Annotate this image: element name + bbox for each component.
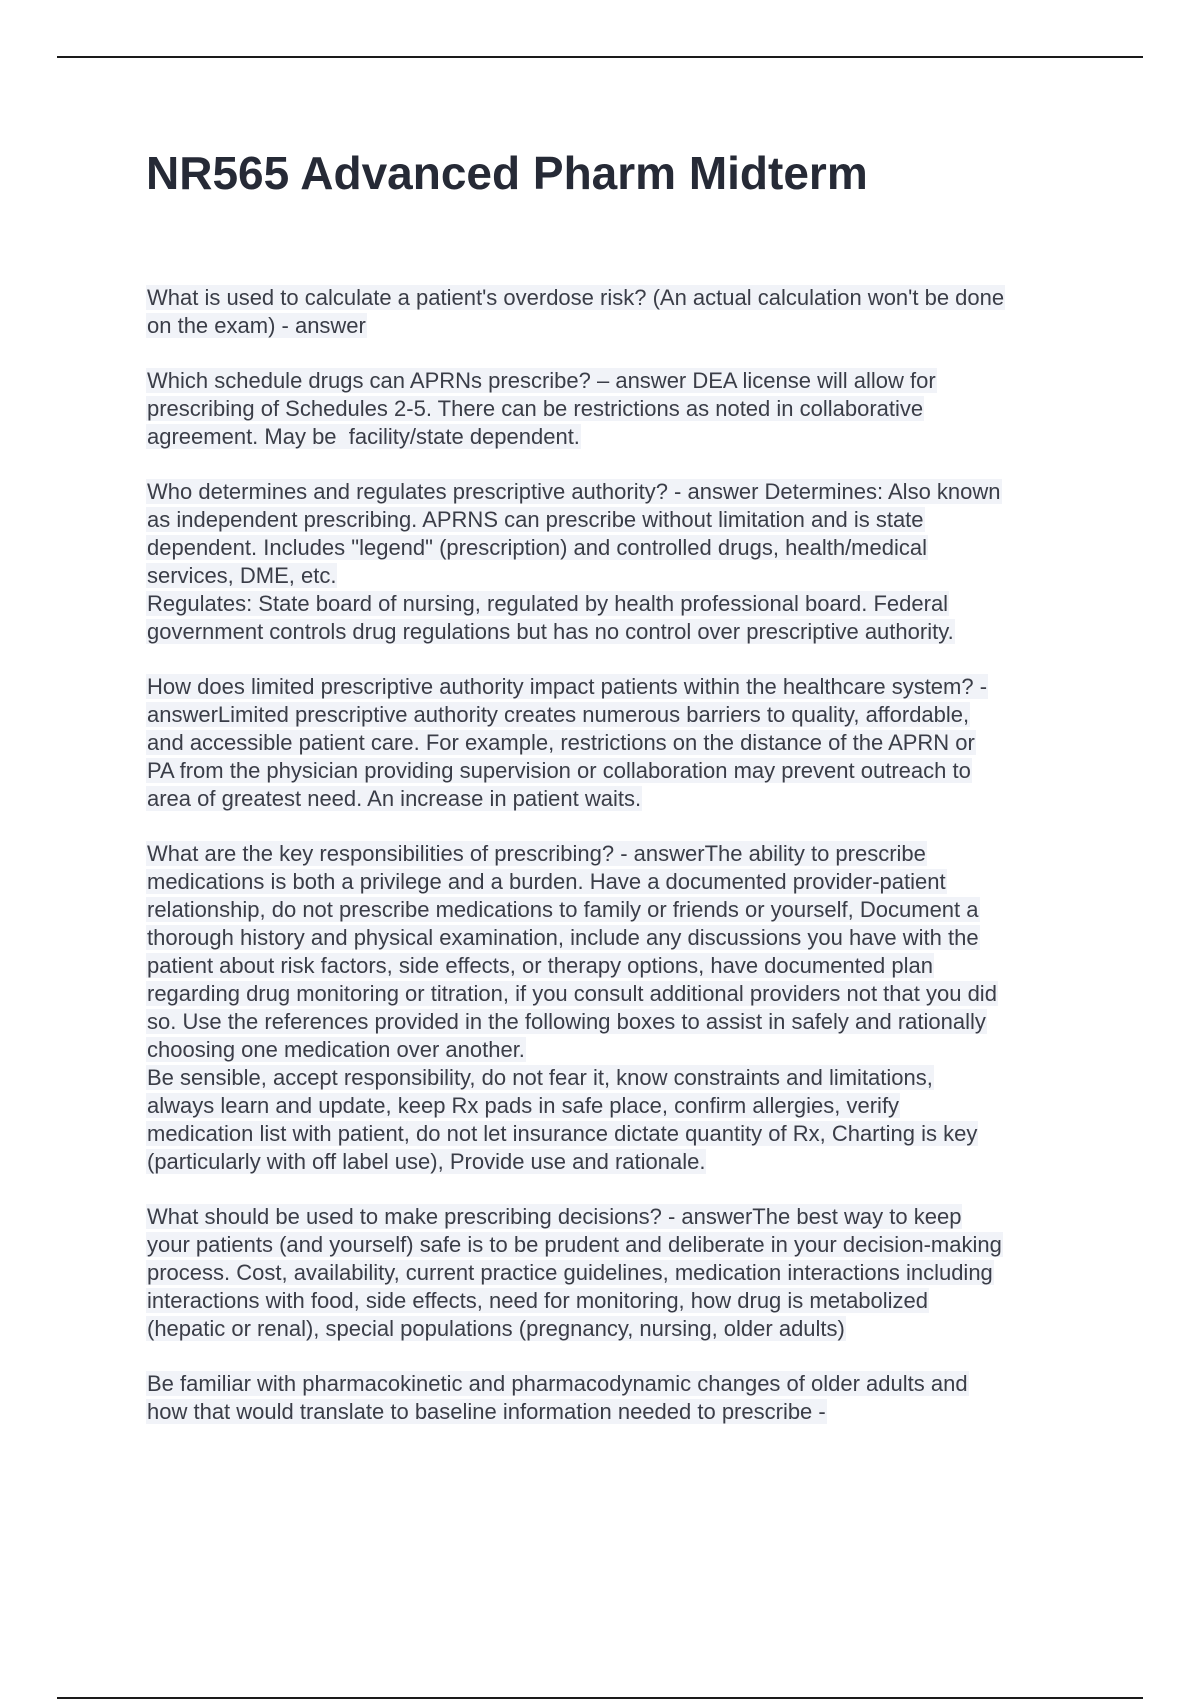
text-line: Which schedule drugs can APRNs prescribe? – answer DEA license will allow for [147, 368, 936, 393]
text-line: patient about risk factors, side effects, or therapy options, have documented plan [147, 953, 933, 978]
text-line: medications is both a privilege and a burden. Have a documented provider-patient [147, 869, 946, 894]
text-line: Be familiar with pharmacokinetic and pharmacodynamic changes of older adults and [147, 1371, 968, 1396]
text-line: thorough history and physical examination, include any discussions you have with the [147, 925, 979, 950]
text-line: answerLimited prescriptive authority creates numerous barriers to quality, affordable, [147, 702, 970, 727]
text-line: how that would translate to baseline information needed to prescribe - [147, 1399, 826, 1424]
text-line: Who determines and regulates prescriptive authority? - answer Determines: Also known [147, 479, 1001, 504]
text-line: area of greatest need. An increase in patient waits. [147, 786, 642, 811]
text-line: always learn and update, keep Rx pads in safe place, confirm allergies, verify [147, 1093, 900, 1118]
top-divider [57, 56, 1143, 58]
text-line: Regulates: State board of nursing, regulated by health professional board. Federal [147, 591, 949, 616]
text-line: government controls drug regulations but has no control over prescriptive authority. [147, 619, 954, 644]
qa-item-prescriptive-authority [146, 478, 1096, 646]
text-line: choosing one medication over another. [147, 1037, 525, 1062]
text-line: (particularly with off label use), Provide use and rationale. [147, 1149, 706, 1174]
qa-list [146, 284, 1096, 1453]
bottom-divider [57, 1697, 1143, 1699]
text-line: What is used to calculate a patient's overdose risk? (An actual calculation won't be done [147, 285, 1005, 310]
text-line: What should be used to make prescribing decisions? - answerThe best way to keep [147, 1204, 962, 1229]
text-line: Be sensible, accept responsibility, do not fear it, know constraints and limitations, [147, 1065, 933, 1090]
text-line: interactions with food, side effects, need for monitoring, how drug is metabolized [147, 1288, 929, 1313]
text-line: and accessible patient care. For example, restrictions on the distance of the APRN or [147, 730, 975, 755]
text-line: How does limited prescriptive authority impact patients within the healthcare system? - [147, 674, 988, 699]
qa-item-limited-authority [146, 673, 1096, 813]
text-line: as independent prescribing. APRNS can prescribe without limitation and is state [147, 507, 924, 532]
text-line: What are the key responsibilities of prescribing? - answerThe ability to prescribe [147, 841, 926, 866]
text-line: process. Cost, availability, current practice guidelines, medication interactions including [147, 1260, 993, 1285]
text-line: medication list with patient, do not let insurance dictate quantity of Rx, Charting is key [147, 1121, 978, 1146]
text-line: dependent. Includes "legend" (prescription) and controlled drugs, health/medical [147, 535, 927, 560]
text-line: on the exam) - answer [147, 313, 366, 338]
qa-item-older-adults [146, 1370, 1096, 1426]
text-line: (hepatic or renal), special populations (pregnancy, nursing, older adults) [147, 1316, 845, 1341]
text-line: so. Use the references provided in the following boxes to assist in safely and rationally [147, 1009, 986, 1034]
qa-item-schedule-drugs [146, 367, 1096, 451]
text-line: PA from the physician providing supervision or collaboration may prevent outreach to [147, 758, 971, 783]
qa-item-key-responsibilities [146, 840, 1096, 1176]
page-title: NR565 Advanced Pharm Midterm [146, 147, 868, 199]
text-line: relationship, do not prescribe medications to family or friends or yourself, Document a [147, 897, 979, 922]
text-line: agreement. May be facility/state dependent. [147, 424, 580, 449]
text-line: prescribing of Schedules 2-5. There can be restrictions as noted in collaborative [147, 396, 924, 421]
qa-item-prescribing-decisions [146, 1203, 1096, 1343]
text-line: services, DME, etc. [147, 563, 337, 588]
qa-item-overdose-risk [146, 284, 1096, 340]
text-line: your patients (and yourself) safe is to be prudent and deliberate in your decision-making [147, 1232, 1002, 1257]
text-line: regarding drug monitoring or titration, if you consult additional providers not that you did [147, 981, 997, 1006]
